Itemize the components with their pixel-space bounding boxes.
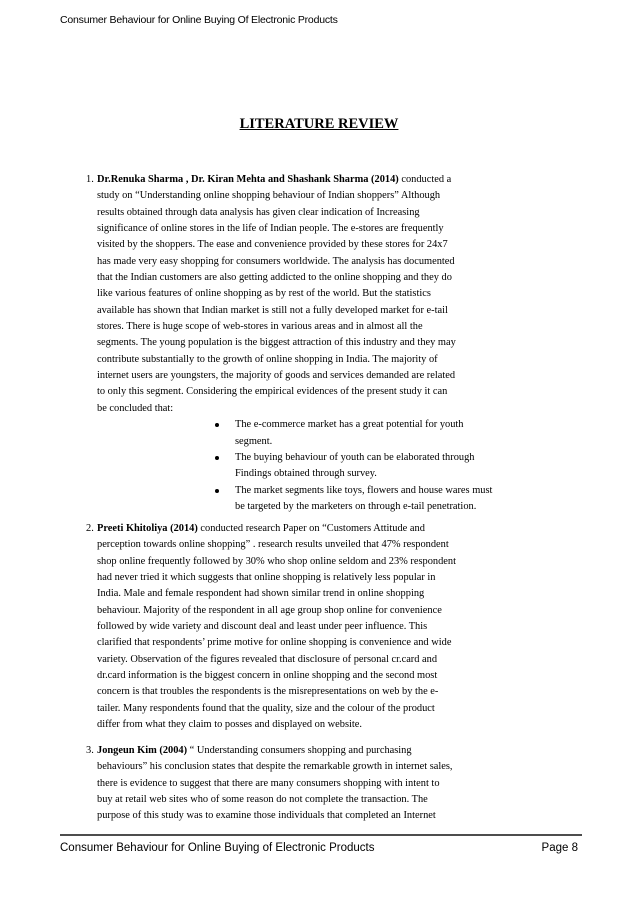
- item-line: purpose of this study was to examine those individuals that completed an Internet: [97, 810, 436, 822]
- item-line: concern is that troubles the respondents is the misrepresentations on web by the e-: [97, 686, 439, 698]
- item-line: had never tried it which suggests that online shopping is relatively less popular in: [97, 572, 436, 584]
- footer-divider: [60, 834, 582, 836]
- item-first-line: [97, 172, 567, 188]
- bullet-item: The buying behaviour of youth can be elaborated through Findings obtained through survey.: [215, 450, 567, 483]
- item-line: like various features of online shopping as by rest of the world. But the statistics: [97, 288, 431, 300]
- item-line: followed by wide variety and discount deal and least under peer influence. This: [97, 621, 428, 633]
- bullet-dot-icon: [215, 456, 219, 460]
- item-number: 2.: [86, 523, 94, 534]
- item-line: tailer. Many respondents found that the quality, size and the colour of the product: [97, 702, 435, 714]
- item-line: behaviour. Majority of the respondent in all age group shop online for convenience: [97, 604, 442, 616]
- bullet-dot-icon: [215, 489, 219, 493]
- item-line: results obtained through data analysis has given clear indication of Increasing: [97, 206, 420, 218]
- item-line: differ from what they claim to posses and displayed on website.: [97, 719, 362, 731]
- item-author: Preeti Khitoliya (2014): [97, 523, 198, 534]
- item-first-line-text: conducted a: [398, 174, 452, 185]
- review-item-2: [86, 521, 567, 733]
- item-line: variety. Observation of the figures revealed that disclosure of personal cr.card and: [97, 653, 438, 665]
- review-item-3: [86, 743, 567, 825]
- item-line: stores. There is huge scope of web-stores in various areas and in almost all the: [97, 321, 423, 333]
- item-line: clarified that respondents’ prime motive for online shopping is convenience and wide: [97, 637, 452, 649]
- item-line: that the Indian customers are also getting addicted to the online shopping and they do: [97, 272, 452, 284]
- item-first-line-text: “ Understanding consumers shopping and purchasing: [187, 745, 412, 756]
- item-line: India. Male and female respondent had shown similar trend in online shopping: [97, 588, 425, 600]
- item-line: dr.card information is the biggest concern in online shopping and the second most: [97, 670, 438, 682]
- item-line: available has shown that Indian market is still not a fully developed market for e-tail: [97, 304, 448, 316]
- bullet-item: The e-commerce market has a great potential for youth segment.: [215, 417, 567, 450]
- item-line: shop online frequently followed by 30% who shop online seldom and 23% respondent: [97, 555, 456, 567]
- item-first-line: [97, 743, 567, 759]
- item-line: buy at retail web sites who of some reason do not complete the transaction. The: [97, 794, 428, 806]
- item-first-line: [97, 521, 567, 537]
- item-line: there is evidence to suggest that there are many consumers shopping with intent to: [97, 777, 440, 789]
- footer-title: Consumer Behaviour for Online Buying of Electronic Products: [60, 842, 375, 854]
- item-line: perception towards online shopping” . research results unveiled that 47% respondent: [97, 539, 449, 551]
- section-title: LITERATURE REVIEW: [239, 116, 399, 132]
- item-line: segments. The young population is the biggest attraction of this industry and they may: [97, 337, 456, 349]
- item-number: 1.: [86, 174, 94, 185]
- bullet-dot-icon: [215, 423, 219, 427]
- item-author: Dr.Renuka Sharma , Dr. Kiran Mehta and Shashank Sharma (2014): [97, 174, 399, 185]
- item-line: study on “Understanding online shopping behaviour of Indian shoppers” Although: [97, 190, 441, 202]
- item-line: has made very easy shopping for consumers worldwide. The analysis has documented: [97, 255, 455, 267]
- item-line: to only this segment. Considering the empirical evidences of the present study it can: [97, 386, 448, 398]
- item-author: Jongeun Kim (2004): [97, 745, 188, 756]
- bullet-list: [215, 417, 567, 515]
- item-line: visited by the shoppers. The ease and convenience provided by these stores for 24x7: [97, 239, 448, 251]
- item-line: contribute substantially to the growth of online shopping in India. The majority of: [97, 353, 438, 365]
- item-line: significance of online stores in the life of Indian people. The e-stores are frequently: [97, 223, 444, 235]
- bullet-item: The market segments like toys, flowers and house wares must be targeted by the marketers on through e-tail penetration.: [215, 483, 567, 516]
- item-first-line-text: conducted research Paper on “Customers Attitude and: [197, 523, 425, 534]
- review-item-1: [86, 172, 567, 515]
- item-line: internet users are youngsters, the majority of goods and services demanded are related: [97, 370, 456, 382]
- page-header: Consumer Behaviour for Online Buying Of Electronic Products: [60, 14, 338, 26]
- item-line: behaviours” his conclusion states that despite the remarkable growth in internet sales,: [97, 761, 453, 773]
- item-line: be concluded that:: [97, 402, 174, 414]
- page-number: Page 8: [541, 842, 578, 854]
- item-number: 3.: [86, 745, 94, 756]
